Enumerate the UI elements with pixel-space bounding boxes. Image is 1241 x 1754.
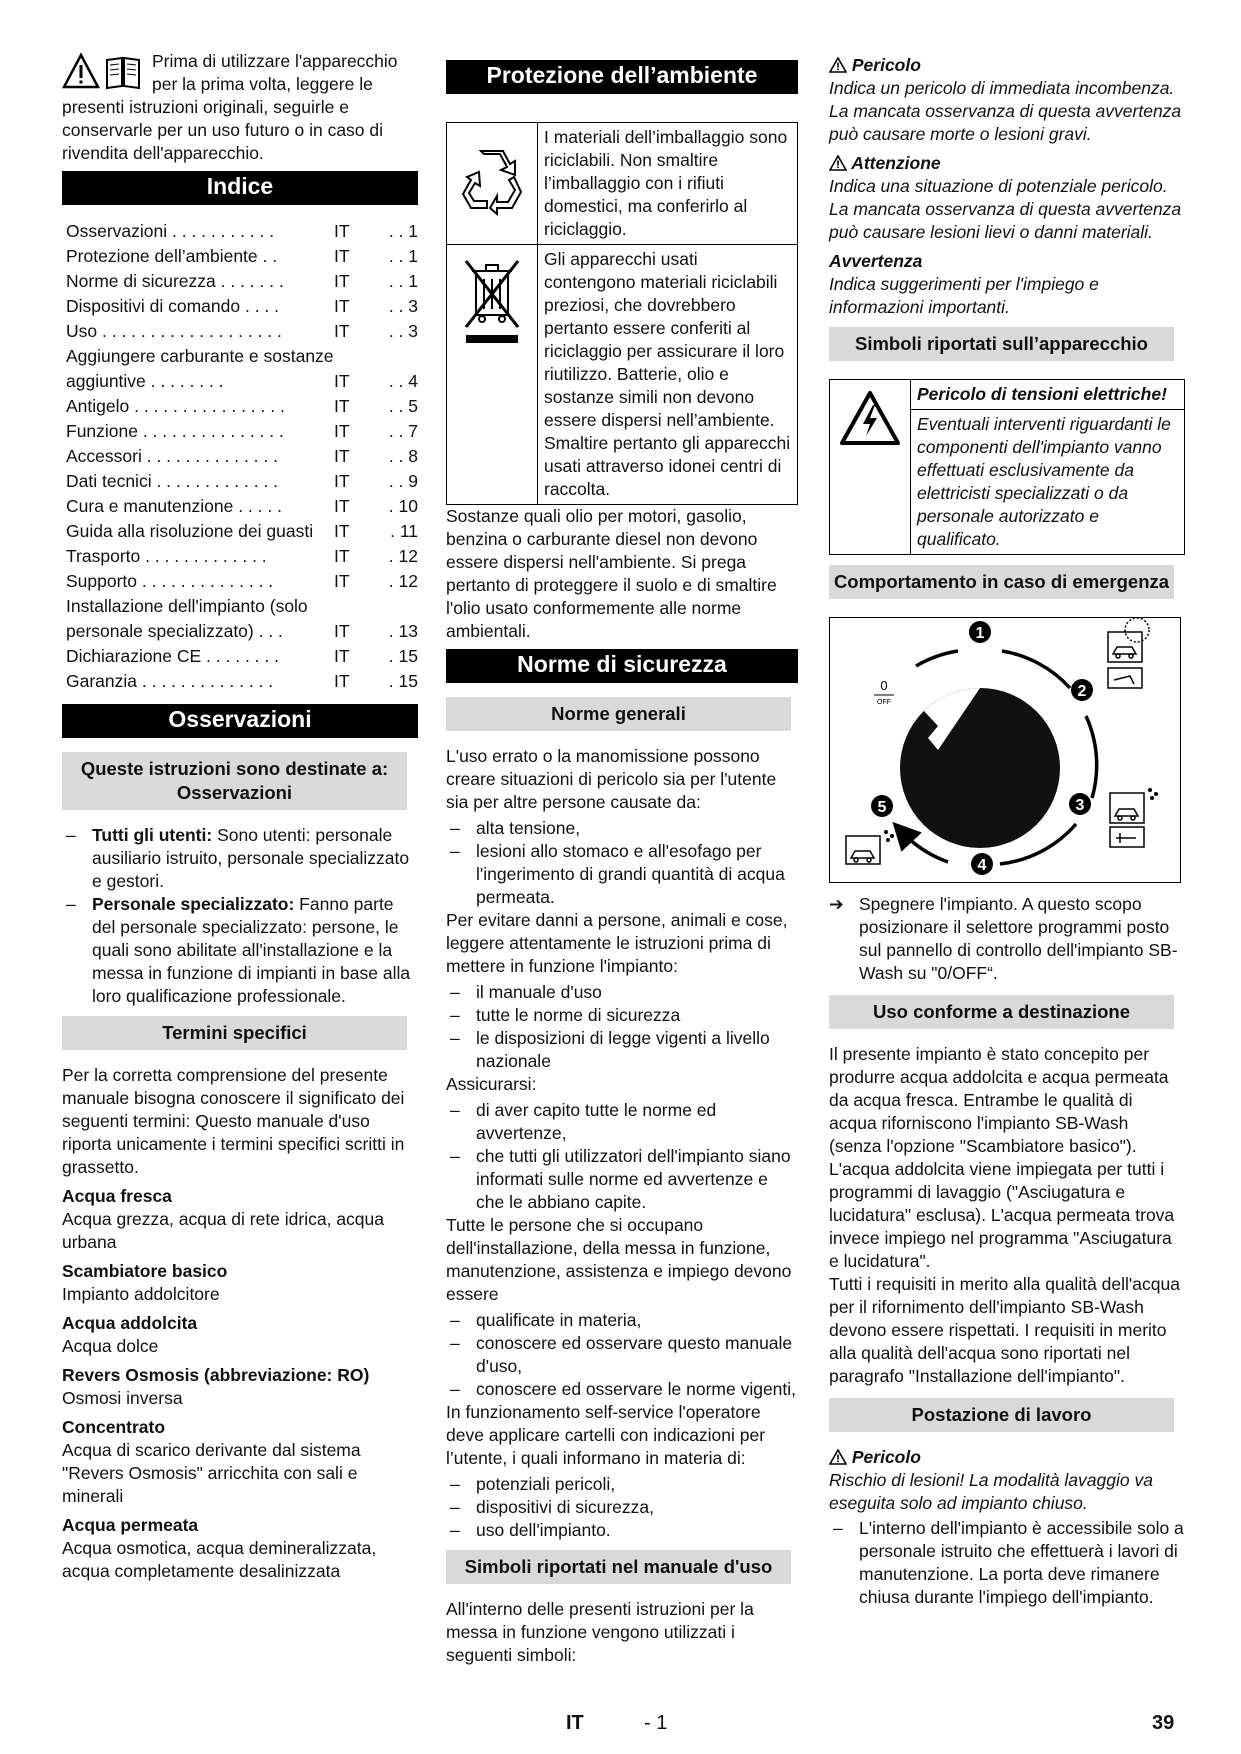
danger-text: Indica un pericolo di immediata incombenza. La mancata osservanza di questa avvertenza può causare morte o lesioni gravi. xyxy=(829,78,1182,144)
position-1-label: 1 xyxy=(975,625,985,642)
toc-page: . . 5 xyxy=(388,396,418,416)
paragraph: Assicurarsi: xyxy=(446,1074,537,1094)
warning-triangle-icon xyxy=(62,52,100,90)
dial-arc xyxy=(1086,716,1097,798)
toc-entry xyxy=(66,544,418,569)
term: Acqua permeata xyxy=(62,1515,199,1535)
recycle-text: I materiali dell’imballaggio sono riciclabili. Non smaltire l’imballaggio con i rifiuti domestici, ma conferirlo al riciclaggio. xyxy=(538,123,798,245)
term: Acqua fresca xyxy=(62,1186,172,1206)
warning-and-manual-icons xyxy=(62,52,144,94)
toc-title: Supporto . . . . . . . . . . . . . . xyxy=(66,571,274,591)
list-item: – L'interno dell'impianto è accessibile solo a personale istruito che effettuerà i lavori di manutenzione. La porta deve rimanere chiusa durante l'impiego dell'impianto. xyxy=(829,1517,1185,1609)
toc-title: Osservazioni . . . . . . . . . . . xyxy=(66,221,275,241)
manual-book-icon xyxy=(104,52,142,90)
term-definition: Acqua di scarico derivante dal sistema "Revers Osmosis" arricchita con sali e minerali xyxy=(62,1440,361,1506)
wax-car-icon xyxy=(846,836,880,864)
toc-title: Funzione . . . . . . . . . . . . . . . xyxy=(66,421,284,441)
position-2-label: 2 xyxy=(1077,683,1087,700)
list-item: – alta tensione, xyxy=(446,817,798,840)
toc-entry xyxy=(66,394,418,419)
toc-language: IT xyxy=(334,271,350,291)
high-voltage-icon xyxy=(839,390,901,446)
terms-title: Termini specifici xyxy=(62,1016,407,1050)
caution-heading: Attenzione xyxy=(829,152,1185,175)
toc-page: . 15 xyxy=(388,646,418,666)
weee-cell xyxy=(447,245,538,505)
intro xyxy=(62,50,418,165)
environment-title: Protezione dell’ambiente xyxy=(446,60,798,94)
program-selector-diagram xyxy=(829,617,1181,883)
toc-page: . 12 xyxy=(388,546,418,566)
footer-language: IT xyxy=(566,1712,584,1734)
toc-language: IT xyxy=(334,521,350,541)
toc-page: . . 3 xyxy=(388,321,418,341)
off-label: OFF xyxy=(877,699,891,706)
toc-language: IT xyxy=(334,371,350,391)
emergency-steps xyxy=(829,893,1185,985)
index-title: Indice xyxy=(62,171,418,205)
manual-symbols-title: Simboli riportati nel manuale d'uso xyxy=(446,1550,791,1584)
toc-title: Garanzia . . . . . . . . . . . . . . xyxy=(66,671,274,691)
dial-arc xyxy=(916,651,958,666)
destination-title-line-2: Osservazioni xyxy=(176,782,293,803)
column-1 xyxy=(62,50,418,1586)
list-item: – le disposizioni di legge vigenti a livello nazionale xyxy=(446,1027,798,1073)
toc-entry xyxy=(66,244,418,269)
warning-triangle-icon xyxy=(829,1449,847,1465)
term: Concentrato xyxy=(62,1417,166,1437)
workplace-list xyxy=(829,1517,1185,1609)
toc-entry xyxy=(66,444,418,469)
term: Acqua addolcita xyxy=(62,1313,198,1333)
term-definition: Acqua grezza, acqua di rete idrica, acqua urbana xyxy=(62,1209,384,1252)
toc-page: . 11 xyxy=(390,521,418,541)
toc-language: IT xyxy=(334,671,350,691)
safety-title: Norme di sicurezza xyxy=(446,649,798,683)
general-rules-title: Norme generali xyxy=(446,697,791,731)
toc-language: IT xyxy=(334,296,350,316)
toc-entry xyxy=(66,219,418,244)
workplace-danger-heading: Pericolo xyxy=(829,1446,1185,1469)
toc-entry xyxy=(66,494,418,519)
terms-intro: Per la corretta comprensione del presente manuale bisogna conoscere il significato dei seguenti termini: Questo manuale d'uso riporta unicamente i termini specifici scritti in grassetto. xyxy=(62,1065,405,1177)
list-item: – qualificate in materia, xyxy=(446,1309,798,1332)
toc-entry xyxy=(66,669,418,694)
toc-title: Guida alla risoluzione dei guasti xyxy=(66,521,314,541)
toc-title: Uso . . . . . . . . . . . . . . . . . . . xyxy=(66,321,282,341)
destination-title xyxy=(62,752,407,810)
user-list xyxy=(62,824,418,1008)
toc-language: IT xyxy=(334,321,350,341)
list xyxy=(446,1099,798,1214)
off-zero: 0 xyxy=(880,678,888,693)
paragraph: L'uso errato o la manomissione possono creare situazioni di pericolo sia per l'utente sia per altre persone causate da: xyxy=(446,746,777,812)
paragraph: Per evitare danni a persone, animali e cose, leggere attentamente le istruzioni prima di mettere in funzione l'impianto: xyxy=(446,910,788,976)
paragraph: In funzionamento self-service l'operatore deve applicare cartelli con indicazioni per l’utente, i quali informano in materia di: xyxy=(446,1402,766,1468)
list-item: – conoscere ed osservare questo manuale d'uso, xyxy=(446,1332,798,1378)
toc-language: IT xyxy=(334,496,350,516)
list xyxy=(446,1309,798,1401)
toc-entry xyxy=(66,269,418,294)
term-definition: Acqua dolce xyxy=(62,1336,159,1356)
intro-text: Prima di utilizzare l'apparecchio per la prima volta, leggere le presenti istruzioni originali, seguirle e conservarle per un uso futuro o in caso di rivendita dell'apparecchio. xyxy=(62,51,398,163)
position-4-label: 4 xyxy=(977,857,987,874)
environment-after-text: Sostanze quali olio per motori, gasolio, benzina o carburante diesel non devono essere dispersi nell'ambiente. Si prega pertanto di proteggere il suolo e di smaltire l'olio usato conformemente alle norme ambientali. xyxy=(446,506,777,641)
intended-use-text: Il presente impianto è stato concepito per produrre acqua addolcita e acqua permeata da acqua fresca. Entrambe le qualità di acqua riforniscono l'impianto SB-Wash (senza l'opzione "Scambiatore basico"). L'acqua addolcita viene impiegata per tutti i programmi di lavaggio ("Asciugatura e lucidatura" esclusa). L'acqua permeata trova invece impiego nel programma "Asciugatura e lucidatura". Tutti i requisiti in merito alla qualità dell'acqua per il rifornimento dell'impianto SB-Wash devono essere rispettati. I requisiti in merito alla qualità dell'acqua sono riportati nel paragrafo "Installazione dell'impianto". xyxy=(829,1044,1180,1386)
list-item: – Tutti gli utenti: Sono utenti: personale ausiliario istruito, personale specializzato e gestori. xyxy=(62,824,418,893)
toc-title: Installazione dell'impianto (solo personale specializzato) . . . xyxy=(66,596,308,641)
toc-title: Dichiarazione CE . . . . . . . . xyxy=(66,646,279,666)
toc-entry xyxy=(66,469,418,494)
list-item: – il manuale d'uso xyxy=(446,981,798,1004)
toc-entry xyxy=(66,644,418,669)
recycle-icon xyxy=(457,146,527,216)
toc-entry xyxy=(66,319,418,344)
position-5-label: 5 xyxy=(877,799,887,816)
crossed-bin-icon xyxy=(460,257,524,347)
electric-warning-table xyxy=(829,379,1185,555)
toc-entry xyxy=(66,294,418,319)
weee-text: Gli apparecchi usati contengono materiali riciclabili preziosi, che dovrebbero pertanto essere conferiti al riciclaggio per assicurare il loro riutilizzo. Batterie, olio e sostanze simili non devono essere dispersi nell’ambiente. Smaltire pertanto gli apparecchi usati attraverso idonei centri di raccolta. xyxy=(538,245,798,505)
toc-title: Trasporto . . . . . . . . . . . . . xyxy=(66,546,267,566)
rinse-car-icon xyxy=(1110,793,1144,823)
list-item: ➔ Spegnere l'impianto. A questo scopo posizionare il selettore programmi posto sul pannello di controllo dell'impianto SB-Wash su "0/OFF“. xyxy=(829,893,1185,985)
list xyxy=(446,817,798,909)
toc-language: IT xyxy=(334,621,350,641)
toc-title: Accessori . . . . . . . . . . . . . . xyxy=(66,446,278,466)
selector-knob xyxy=(900,688,1060,848)
brush-icon xyxy=(1110,827,1144,847)
toc-title: Cura e manutenzione . . . . . xyxy=(66,496,282,516)
list xyxy=(446,981,798,1073)
position-3-label: 3 xyxy=(1075,797,1085,814)
toc-page: . . 1 xyxy=(388,246,418,266)
toc-page: . . 7 xyxy=(388,421,418,441)
toc-language: IT xyxy=(334,246,350,266)
toc-entry xyxy=(66,569,418,594)
observations-title: Osservazioni xyxy=(62,704,418,738)
toc-language: IT xyxy=(334,221,350,241)
table-row xyxy=(447,123,798,245)
destination-title-line-1: Queste istruzioni sono destinate a: xyxy=(80,758,389,779)
toc-page: . . 3 xyxy=(388,296,418,316)
toc-title: Protezione dell’ambiente . . xyxy=(66,246,278,266)
term: Revers Osmosis (abbreviazione: RO) xyxy=(62,1365,370,1385)
table-of-contents xyxy=(66,219,418,694)
list-item: – conoscere ed osservare le norme vigenti, xyxy=(446,1378,798,1401)
toc-title: Dati tecnici . . . . . . . . . . . . . xyxy=(66,471,278,491)
toc-language: IT xyxy=(334,421,350,441)
list xyxy=(446,1473,798,1542)
toc-title: Aggiungere carburante e sostanze aggiuntive . . . . . . . . xyxy=(66,346,334,391)
term: Scambiatore basico xyxy=(62,1261,228,1281)
caution-text: Indica una situazione di potenziale pericolo. La mancata osservanza di questa avvertenza può causare lesioni lievi o danni materiali. xyxy=(829,176,1182,242)
table-row xyxy=(447,245,798,505)
list-item: – potenziali pericoli, xyxy=(446,1473,798,1496)
device-symbols-title: Simboli riportati sull’apparecchio xyxy=(829,327,1174,361)
toc-page: . . 4 xyxy=(388,371,418,391)
dial-arc xyxy=(1002,651,1070,688)
program-selector-dial xyxy=(830,618,1180,882)
warning-triangle-icon xyxy=(829,57,847,73)
toc-language: IT xyxy=(334,396,350,416)
danger-heading: Pericolo xyxy=(829,54,1185,77)
workplace-title: Postazione di lavoro xyxy=(829,1398,1174,1432)
workplace-danger-text: Rischio di lesioni! La modalità lavaggio va eseguita solo ad impianto chiuso. xyxy=(829,1470,1153,1513)
toc-page: . . 1 xyxy=(388,221,418,241)
toc-language: IT xyxy=(334,446,350,466)
term-definition: Acqua osmotica, acqua demineralizzata, acqua completamente desalinizzata xyxy=(62,1538,377,1581)
toc-page: . 10 xyxy=(388,496,418,516)
footer-page-number: 39 xyxy=(1152,1712,1175,1734)
toc-title: Dispositivi di comando . . . . xyxy=(66,296,279,316)
toc-entry xyxy=(66,419,418,444)
toc-page: . . 8 xyxy=(388,446,418,466)
toc-title: Norme di sicurezza . . . . . . . xyxy=(66,271,284,291)
note-heading: Avvertenza xyxy=(829,251,923,271)
toc-page: . 13 xyxy=(388,621,418,641)
toc-page: . . 1 xyxy=(388,271,418,291)
list-item: – di aver capito tutte le norme ed avvertenze, xyxy=(446,1099,798,1145)
recycle-cell xyxy=(447,123,538,245)
term-definition: Impianto addolcitore xyxy=(62,1284,220,1304)
column-3 xyxy=(829,50,1185,1609)
electric-heading: Pericolo di tensioni elettriche! xyxy=(911,380,1185,410)
toc-language: IT xyxy=(334,571,350,591)
list-item: – Personale specializzato: Fanno parte del personale specializzato: persone, le quali sono abilitate all'installazione e la messa in funzione di impianti in base alla loro qualificazione professionale. xyxy=(62,893,418,1008)
paragraph: All'interno delle presenti istruzioni per la messa in funzione vengono utilizzati i seguenti simboli: xyxy=(446,1599,754,1665)
footer-local-page: - 1 xyxy=(644,1712,668,1734)
toc-page: . 12 xyxy=(388,571,418,591)
toc-language: IT xyxy=(334,471,350,491)
list-item: – lesioni allo stomaco e all'esofago per l'ingerimento di grandi quantità di acqua permeata. xyxy=(446,840,798,909)
note-text: Indica suggerimenti per l'impiego e informazioni importanti. xyxy=(829,274,1099,317)
terms-list xyxy=(62,1185,418,1583)
warning-triangle-icon xyxy=(829,155,847,171)
toc-title: Antigelo . . . . . . . . . . . . . . . . xyxy=(66,396,285,416)
toc-page: . 15 xyxy=(388,671,418,691)
toc-entry xyxy=(66,594,418,644)
table-row xyxy=(830,380,1185,410)
emergency-title: Comportamento in caso di emergenza xyxy=(829,565,1174,599)
list-item: – dispositivi di sicurezza, xyxy=(446,1496,798,1519)
toc-language: IT xyxy=(334,646,350,666)
list-item: – uso dell'impianto. xyxy=(446,1519,798,1542)
toc-entry xyxy=(66,519,418,544)
electric-icon-cell xyxy=(830,380,911,555)
column-2 xyxy=(446,50,798,1670)
toc-entry xyxy=(66,344,418,394)
paragraph: Tutte le persone che si occupano dell'installazione, della messa in funzione, manutenzione, assistenza e impiego devono essere xyxy=(446,1215,792,1304)
environment-table xyxy=(446,122,798,505)
toc-page: . . 9 xyxy=(388,471,418,491)
list-item: – che tutti gli utilizzatori dell'impianto siano informati sulle norme ed avvertenze e che le abbiano capite. xyxy=(446,1145,798,1214)
term-definition: Osmosi inversa xyxy=(62,1388,183,1408)
toc-language: IT xyxy=(334,546,350,566)
list-item: – tutte le norme di sicurezza xyxy=(446,1004,798,1027)
intended-use-title: Uso conforme a destinazione xyxy=(829,995,1174,1029)
electric-text: Eventuali interventi riguardanti le componenti dell'impianto vanno effettuati esclusivamente da elettricisti specializzati o da personale autorizzato e qualificato. xyxy=(911,410,1185,555)
